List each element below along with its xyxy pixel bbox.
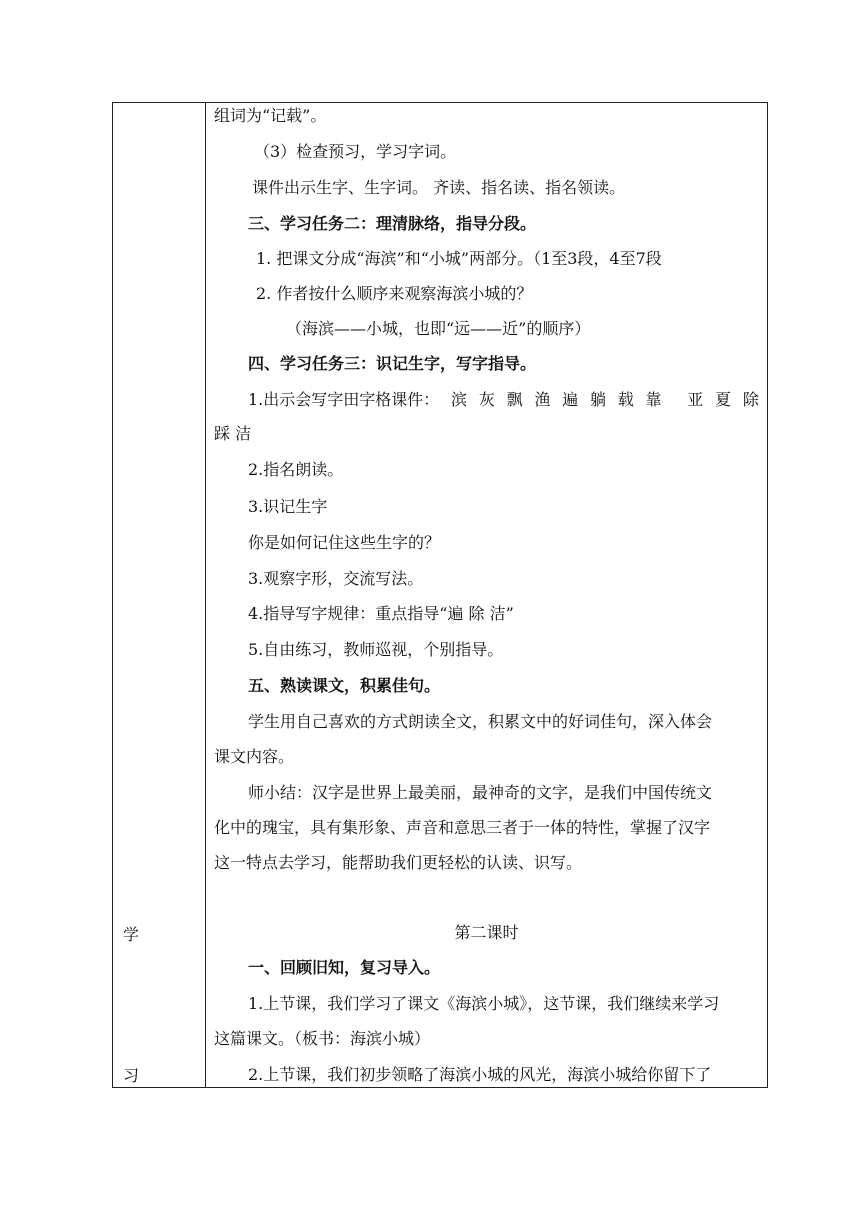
character-item: 躺 xyxy=(589,390,606,409)
character-item: 载 xyxy=(617,390,634,409)
character-item: 除 xyxy=(742,390,759,409)
character-item: 飘 xyxy=(506,390,523,409)
text-line: 这篇课文。（板书：海滨小城） xyxy=(214,1029,431,1048)
text-line: 3.观察字形，交流写法。 xyxy=(248,569,424,588)
text-line: 课文内容。 xyxy=(214,747,295,766)
text-line: 2. 作者按什么顺序来观察海滨小城的？ xyxy=(256,284,533,303)
text-line: 3.识记生字 xyxy=(248,497,328,516)
section-heading: 四、学习任务三：识记生字，写字指导。 xyxy=(248,354,537,373)
character-item: 亚 xyxy=(687,390,704,409)
character-item: 灰 xyxy=(478,390,495,409)
text-line: 5.自由练习，教师巡视，个别指导。 xyxy=(248,640,504,659)
character-item: 夏 xyxy=(715,390,732,409)
text-line: 1.上节课，我们学习了课文《海滨小城》，这节课，我们继续来学习 xyxy=(248,994,720,1013)
text-line: 2.指名朗读。 xyxy=(248,460,344,479)
text-line: 你是如何记住这些生字的？ xyxy=(248,533,441,552)
text-line: 这一特点去学习，能帮助我们更轻松的认读、识写。 xyxy=(214,853,583,872)
section-heading: 一、回顾旧知，复习导入。 xyxy=(248,958,441,977)
text-line: 踩 洁 xyxy=(214,424,252,443)
text-line: （海滨——小城，也即“远——近”的顺序） xyxy=(286,319,591,338)
character-item: 遍 xyxy=(562,390,579,409)
lesson-table xyxy=(112,102,768,1088)
section-label-char-1: 学 xyxy=(123,925,140,944)
column-divider xyxy=(205,103,206,1087)
character-item: 靠 xyxy=(645,390,662,409)
text-line: 组词为“记载”。 xyxy=(214,106,327,125)
text-line: 课件出示生字、生字词。 齐读、指名读、指名领读。 xyxy=(252,178,626,197)
character-list-line xyxy=(248,383,759,417)
text-line: 化中的瑰宝，具有集形象、声音和意思三者于一体的特性，掌握了汉字 xyxy=(214,818,711,837)
text-line: 2.上节课，我们初步领略了海滨小城的风光，海滨小城给你留下了 xyxy=(248,1065,712,1084)
text-line: 师小结：汉字是世界上最美丽，最神奇的文字，是我们中国传统文 xyxy=(248,783,713,802)
text-line: 学生用自己喜欢的方式朗读全文，积累文中的好词佳句，深入体会 xyxy=(248,712,713,731)
section-heading: 五、熟读课文，积累佳句。 xyxy=(248,676,441,695)
section-label-column xyxy=(113,103,205,1087)
character-item: 渔 xyxy=(534,390,551,409)
text-line: 1. 把课文分成“海滨”和“小城”两部分。（1至3段，4至7段 xyxy=(256,249,662,268)
character-list-lead: 1.出示会写字田字格课件： xyxy=(248,390,440,409)
text-line: （3）检查预习，学习字词。 xyxy=(254,142,457,161)
text-line: 4.指导写字规律：重点指导“遍 除 洁” xyxy=(248,604,514,623)
section-label-char-2: 习 xyxy=(123,1066,140,1085)
character-item: 滨 xyxy=(451,390,468,409)
lesson-subtitle: 第二课时 xyxy=(454,923,519,942)
section-heading: 三、学习任务二：理清脉络，指导分段。 xyxy=(248,214,537,233)
